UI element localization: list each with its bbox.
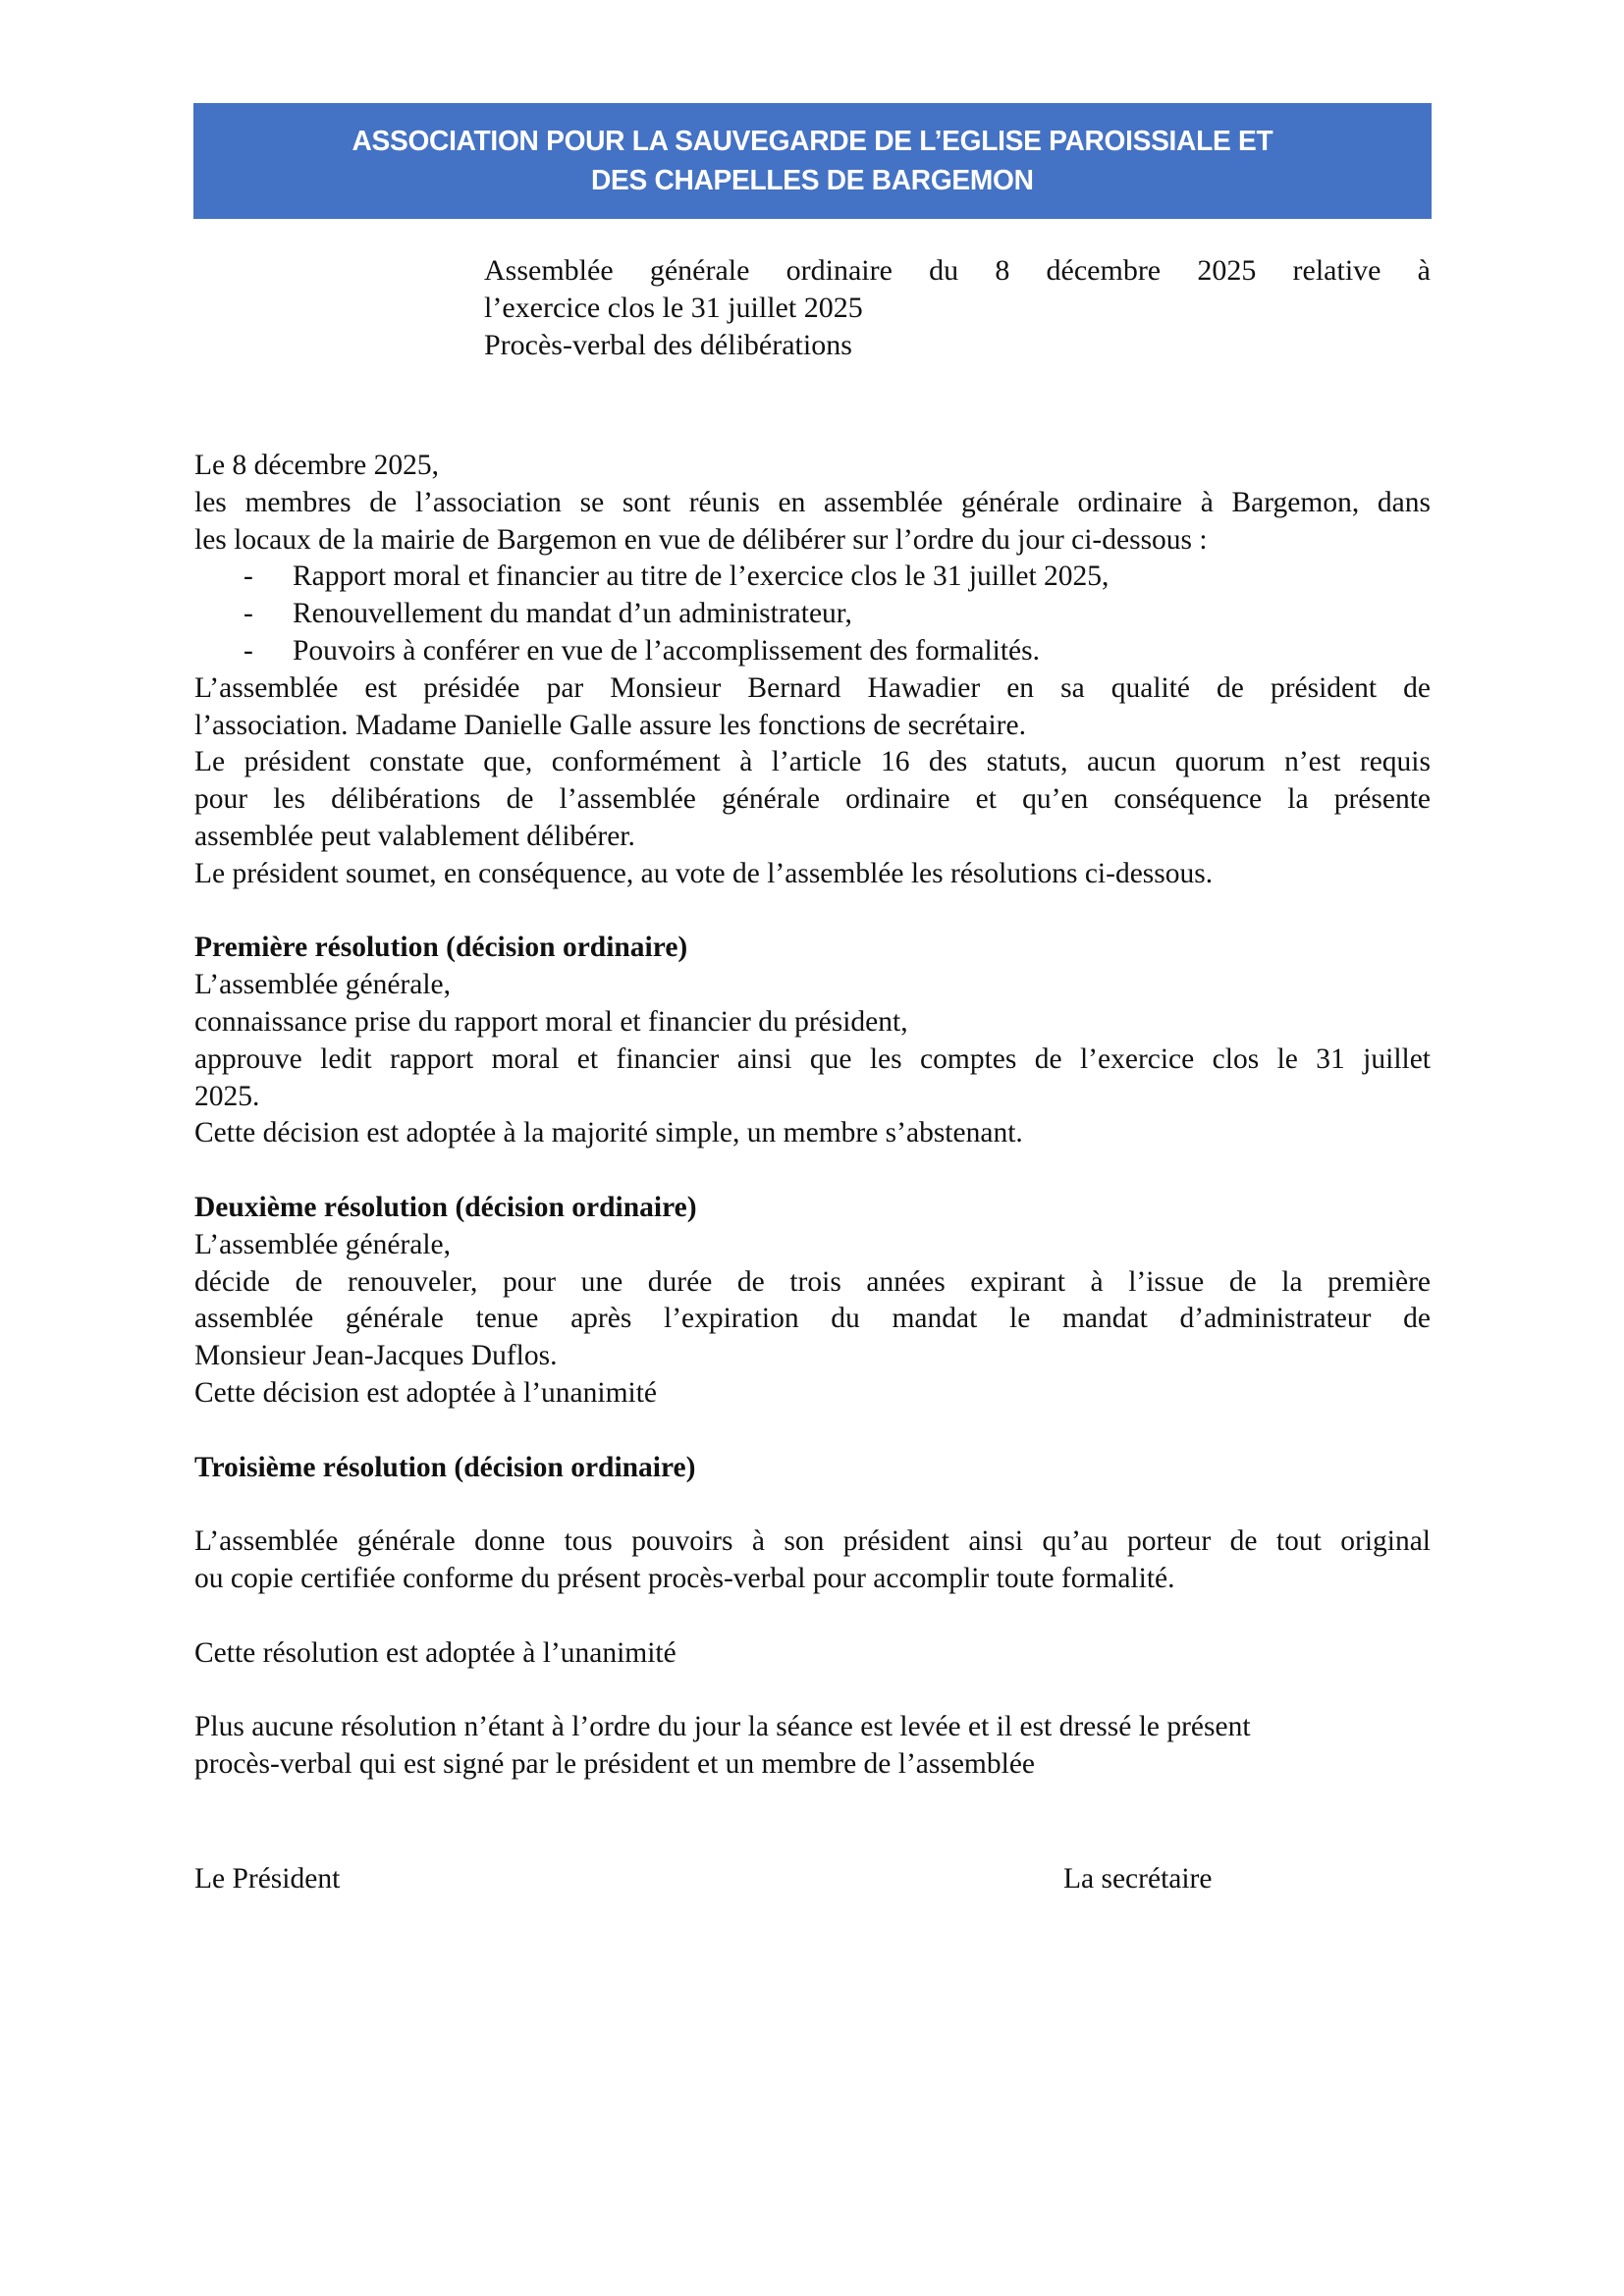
quorum-line-1: Le président constate que, conformément à l’article 16 des statuts, aucun quorum n’est requis	[194, 746, 1431, 778]
resolution-1-line: approuve ledit rapport moral et financier ainsi que les comptes de l’exercice clos le 31 juillet	[194, 1042, 1431, 1075]
resolution-1-title: Première résolution (décision ordinaire)	[194, 932, 688, 964]
agenda-item-text: Renouvellement du mandat d’un administrateur,	[293, 598, 852, 630]
secretary-signature-label: La secrétaire	[1063, 1863, 1213, 1895]
intro-line-2: les locaux de la mairie de Bargemon en vue de délibérer sur l’ordre du jour ci-dessous :	[194, 523, 1208, 556]
quorum-line-2: pour les délibérations de l’assemblée générale ordinaire et qu’en conséquence la présente	[194, 783, 1431, 816]
document-body	[194, 448, 1431, 1784]
document-subtitle	[484, 253, 1431, 364]
resolution-2-line: assemblée générale tenue après l’expiration du mandat le mandat d’administrateur de	[194, 1303, 1431, 1335]
resolution-3-line: ou copie certifiée conforme du présent procès-verbal pour accomplir toute formalité.	[194, 1562, 1175, 1594]
banner-title-line-1: ASSOCIATION POUR LA SAUVEGARDE DE L’EGLISE PAROISSIALE ET	[352, 126, 1273, 157]
closing-line-2: procès-verbal qui est signé par le président et un membre de l’assemblée	[194, 1747, 1036, 1780]
resolution-2-line: décide de renouveler, pour une durée de trois années expirant à l’issue de la première	[194, 1265, 1431, 1298]
banner-title-line-2: DES CHAPELLES DE BARGEMON	[591, 165, 1034, 196]
resolution-2-title: Deuxième résolution (décision ordinaire)	[194, 1191, 697, 1223]
agenda-item-text: Rapport moral et financier au titre de l’exercice clos le 31 juillet 2025,	[293, 561, 1110, 593]
bullet-dash: -	[244, 598, 253, 630]
intro-line-1: les membres de l’association se sont réunis en assemblée générale ordinaire à Bargemon, dans	[194, 486, 1431, 518]
presidency-line-1: L’assemblée est présidée par Monsieur Bernard Hawadier en sa qualité de président de	[194, 671, 1431, 704]
spacer	[194, 1486, 1431, 1523]
resolution-2-line: Monsieur Jean-Jacques Duflos.	[194, 1340, 558, 1372]
agenda-item	[194, 559, 1431, 596]
presidency-line-2: l’association. Madame Danielle Galle assure les fonctions de secrétaire.	[194, 709, 1026, 741]
resolution-1-outcome: Cette décision est adoptée à la majorité simple, un membre s’abstenant.	[194, 1117, 1023, 1149]
association-title-banner	[193, 103, 1432, 219]
resolution-2-line: L’assemblée générale,	[194, 1228, 452, 1260]
bullet-dash: -	[244, 561, 253, 593]
bullet-dash: -	[244, 634, 253, 667]
resolution-1-line: connaissance prise du rapport moral et financier du président,	[194, 1005, 908, 1038]
quorum-line-3: assemblée peut valablement délibérer.	[194, 820, 635, 852]
spacer	[194, 1672, 1431, 1709]
resolution-1-line: 2025.	[194, 1080, 260, 1112]
spacer	[194, 1152, 1431, 1190]
resolution-3-outcome: Cette résolution est adoptée à l’unanimité	[194, 1636, 677, 1669]
meeting-date: Le 8 décembre 2025,	[194, 450, 440, 481]
vote-intro: Le président soumet, en conséquence, au vote de l’assemblée les résolutions ci-dessous.	[194, 857, 1214, 889]
agenda-item	[194, 633, 1431, 670]
closing-line-1: Plus aucune résolution n’étant à l’ordre du jour la séance est levée et il est dressé le présent	[194, 1711, 1251, 1743]
spacer	[194, 893, 1431, 931]
resolution-2-outcome: Cette décision est adoptée à l’unanimité	[194, 1376, 658, 1409]
resolution-1-line: L’assemblée générale,	[194, 969, 452, 1001]
subtitle-line-3: Procès-verbal des délibérations	[484, 328, 852, 361]
agenda-item	[194, 596, 1431, 633]
signature-block	[194, 1861, 1431, 1898]
president-signature-label: Le Président	[194, 1863, 341, 1895]
resolution-3-line: L’assemblée générale donne tous pouvoirs à son président ainsi qu’au porteur de tout original	[194, 1525, 1431, 1558]
subtitle-line-1: Assemblée générale ordinaire du 8 décembre 2025 relative à	[484, 254, 1431, 287]
subtitle-line-2: l’exercice clos le 31 juillet 2025	[484, 291, 863, 324]
spacer	[194, 1413, 1431, 1450]
agenda-item-text: Pouvoirs à conférer en vue de l’accomplissement des formalités.	[293, 634, 1041, 667]
resolution-3-title: Troisième résolution (décision ordinaire)	[194, 1451, 696, 1483]
spacer	[194, 1598, 1431, 1635]
